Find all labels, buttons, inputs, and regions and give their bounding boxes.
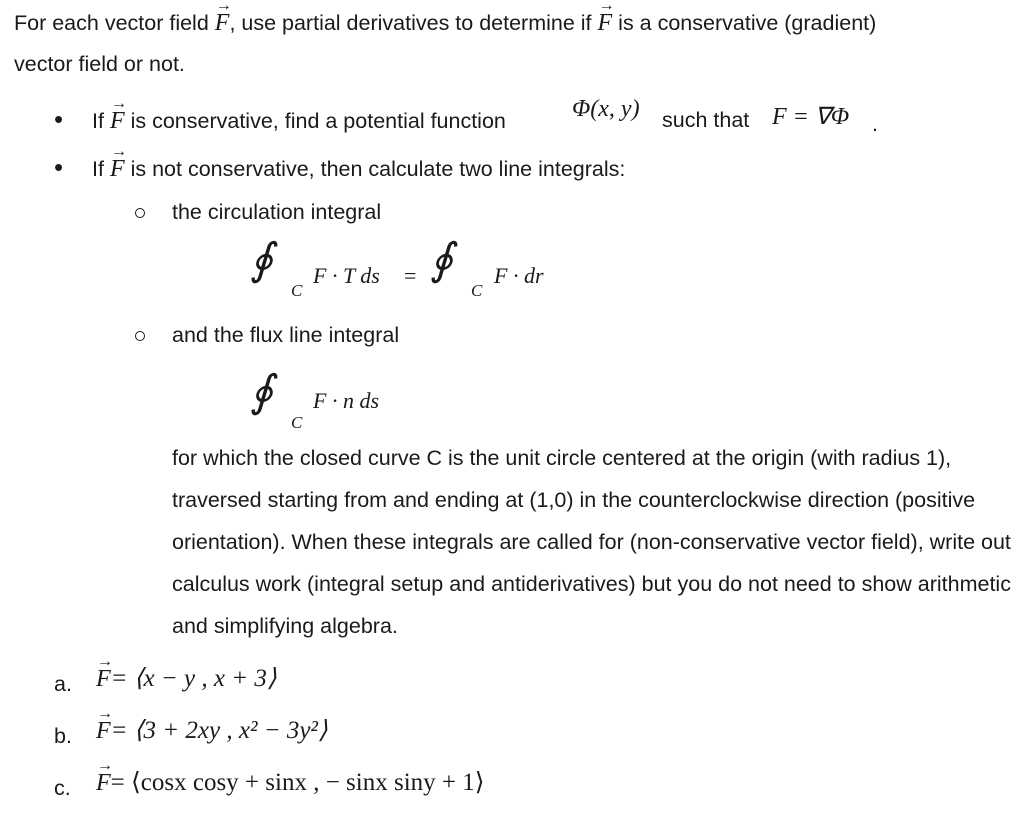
sub-bullet-circle (135, 208, 145, 218)
such-that-text: such that (662, 108, 750, 132)
sub-bullet-circle (135, 331, 145, 341)
intro-line-2: vector field or not. (14, 52, 185, 76)
instructions-paragraph: for which the closed curve C is the unit circle centered at the origin (with radius 1), traversed starting from and ending at (1,0) in the counterclockwise direction (positive orientation). When these integrals are called for (non-conservative vector field), write out calculus work (integral setup and antiderivatives) but you do not need to show arithmetic and simplifying algebra. (172, 446, 1011, 638)
problem-b-formula: → F= ⟨3 + 2xy , x² − 3y²⟩ (96, 705, 328, 744)
vector-F: → F (597, 0, 615, 36)
contour-integral-icon: ∮ (250, 366, 273, 417)
vector-F: → F (96, 705, 113, 744)
flux-label: and the flux line integral (172, 323, 400, 347)
integral-subscript: C (471, 281, 483, 300)
flux-integrand: F · n ds (313, 388, 379, 413)
potential-phi: Φ(x, y) (572, 96, 640, 122)
intro-text-3: is a conservative (gradient) (618, 11, 877, 35)
vector-F: → F (96, 757, 113, 796)
problem-a-formula: → F= ⟨x − y , x + 3⟩ (96, 653, 277, 692)
vector-F: → F (214, 0, 232, 36)
vector-F: → F (109, 143, 127, 182)
integral-subscript: C (291, 281, 303, 300)
gradient-equation: F = ∇Φ (772, 104, 850, 130)
circulation-integrand-rhs: F · dr (494, 263, 544, 288)
circulation-integrand-lhs: F · T ds (313, 263, 380, 288)
circulation-label: the circulation integral (172, 200, 382, 224)
intro-text-1: For each vector field (14, 11, 209, 35)
bullet-dot: • (54, 104, 64, 134)
period: . (872, 112, 878, 136)
problem-label: b. (54, 724, 72, 748)
problem-c-formula: → F= ⟨cosx cosy + sinx , − sinx siny + 1⟩ (96, 757, 485, 796)
equals-sign: = (404, 263, 417, 288)
vector-F: → F (96, 653, 113, 692)
vector-F: → F (109, 95, 127, 134)
bullet-not-conservative: If → F is not conservative, then calculate two line integrals: (92, 143, 626, 182)
contour-integral-icon: ∮ (250, 234, 273, 285)
problem-label: a. (54, 672, 72, 696)
problem-label: c. (54, 776, 71, 800)
bullet-conservative: If → F is conservative, find a potential function (92, 95, 506, 134)
contour-integral-icon: ∮ (430, 234, 453, 285)
bullet-dot: • (54, 152, 64, 182)
intro-text-2: , use partial derivatives to determine if (229, 11, 592, 35)
intro-line-1 (14, 0, 877, 37)
integral-subscript: C (291, 413, 303, 432)
